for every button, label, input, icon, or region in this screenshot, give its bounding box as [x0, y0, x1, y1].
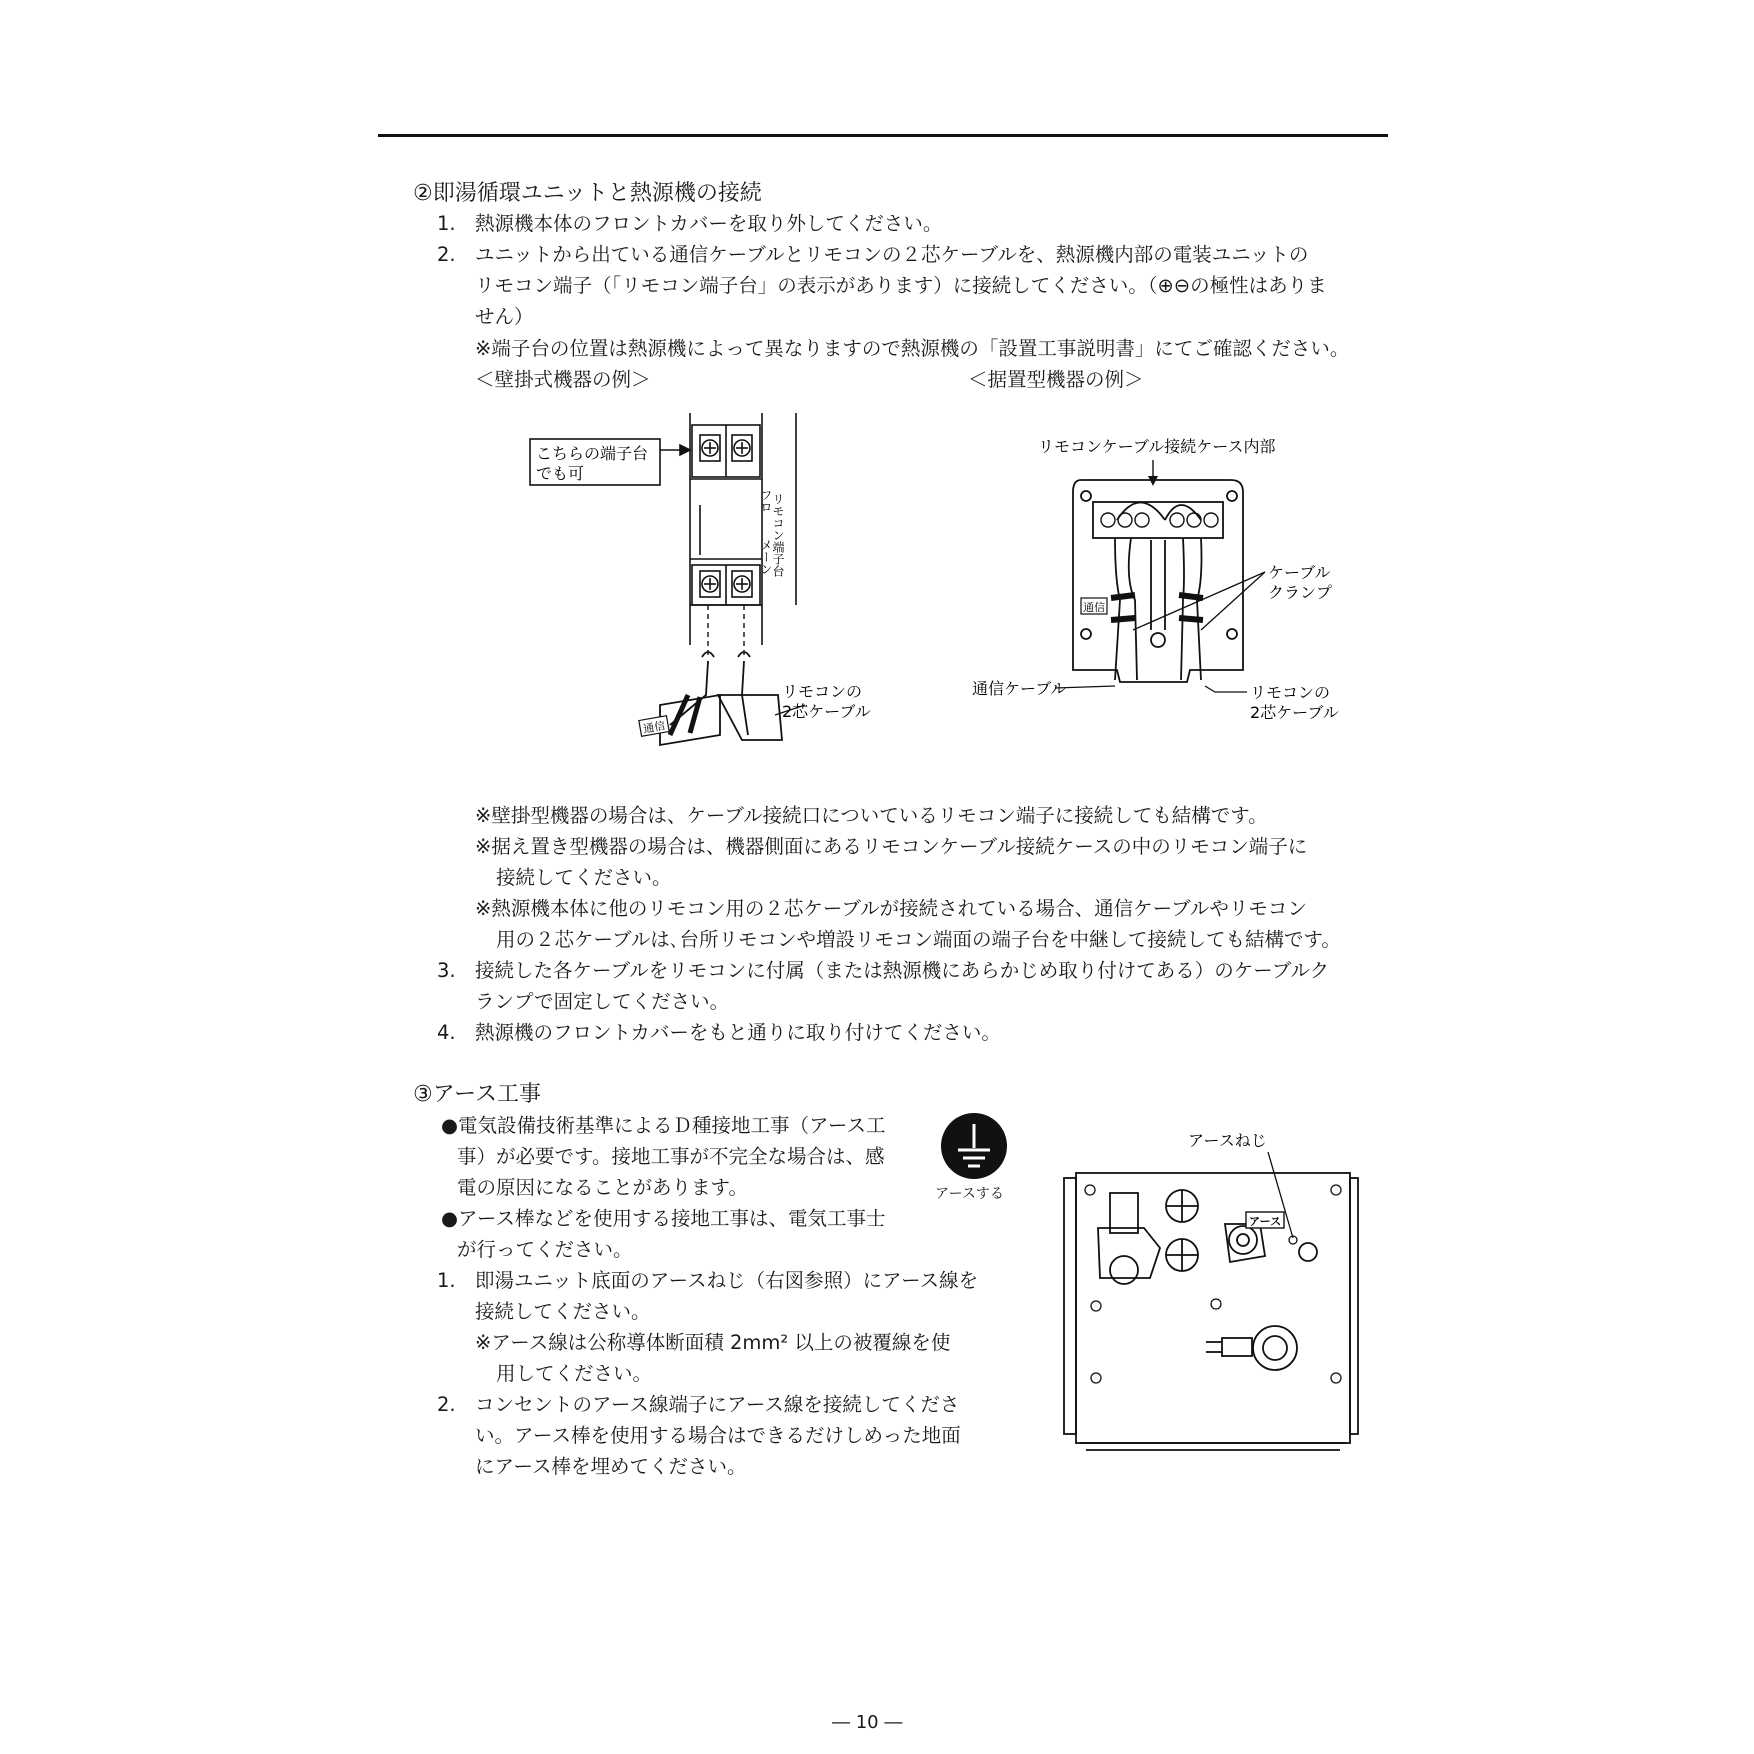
section3-bullet1: ●電気設備技術基準によるＤ種接地工事（アース工: [441, 1114, 886, 1137]
section3-bullet2: ●アース棒などを使用する接地工事は、電気工事士: [441, 1207, 886, 1230]
caption-floor: ＜据置型機器の例＞: [968, 368, 1144, 391]
section3-bullet2-line2: が行ってください。: [457, 1238, 633, 1261]
note-floor: ※据え置き型機器の場合は、機器側面にあるリモコンケーブル接続ケースの中のリモコン端子に: [475, 835, 1308, 858]
alt-terminal-label-1: こちらの端子台: [536, 444, 649, 463]
terminal-sub-right: メーン: [759, 539, 773, 575]
section3-step2-line3: にアース棒を埋めてください。: [475, 1455, 747, 1478]
section2-step3-line2: ランプで固定してください。: [475, 990, 730, 1013]
caption-wall: ＜壁掛式機器の例＞: [475, 368, 651, 391]
remocon-cable-label-1: リモコンの: [1250, 683, 1331, 702]
cable-clamp-label-1: ケーブル: [1268, 563, 1331, 582]
earth-screw-label: アースねじ: [1188, 1131, 1267, 1150]
note-relay: ※熱源機本体に他のリモコン用の２芯ケーブルが接続されている場合、通信ケーブルやリモコン: [475, 897, 1307, 920]
section2-step2-line2: リモコン端子（「リモコン端子台」の表示があります）に接続してください。（⊕⊖の極性はありま: [475, 274, 1327, 297]
section3-note: ※アース線は公称導体断面積 2mm² 以上の被覆線を使: [475, 1331, 951, 1354]
section3-note-line2: 用してください。: [496, 1362, 653, 1385]
section3-bullet1-line3: 電の原因になることがあります。: [457, 1176, 748, 1199]
page-number: ― 10 ―: [832, 1712, 903, 1733]
unit-bottom-diagram: [1060, 1128, 1360, 1458]
case-interior-label: リモコンケーブル接続ケース内部: [1038, 437, 1276, 456]
ground-icon-label: アースする: [935, 1186, 1004, 1202]
note-wall: ※壁掛型機器の場合は、ケーブル接続口についているリモコン端子に接続しても結構です。: [475, 804, 1268, 827]
earth-plate-label: アース: [1249, 1215, 1282, 1228]
section2-step1: 1. 熱源機本体のフロントカバーを取り外してください。: [437, 212, 943, 235]
section3-step1: 1. 即湯ユニット底面のアースねじ（右図参照）にアース線を: [437, 1269, 979, 1292]
remocon-cable-label-2: 2芯ケーブル: [782, 702, 871, 721]
section3-bullet1-line2: 事）が必要です。接地工事が不完全な場合は、感: [457, 1145, 885, 1168]
section2-step4: 4. 熱源機のフロントカバーをもと通りに取り付けてください。: [437, 1021, 1001, 1044]
section3-heading: ③アース工事: [413, 1082, 541, 1107]
note-relay-line2: 用の２芯ケーブルは､台所リモコンや増設リモコン端面の端子台を中継して接続しても結構です。: [496, 928, 1341, 951]
section2-step2: 2. ユニットから出ている通信ケーブルとリモコンの２芯ケーブルを、熱源機内部の電装ユニットの: [437, 243, 1309, 266]
remocon-cable-label-1: リモコンの: [782, 682, 863, 701]
terminal-label-vertical: リモコン端子台: [771, 493, 785, 577]
floor-standing-diagram: [965, 430, 1365, 740]
comm-cable-label: 通信ケーブル: [972, 679, 1067, 698]
section2-step3: 3. 接続した各ケーブルをリモコンに付属（または熱源機にあらかじめ取り付けてある）のケーブルク: [437, 959, 1330, 982]
comm-tag: 通信: [1083, 601, 1105, 614]
section2-note: ※端子台の位置は熱源機によって異なりますので熱源機の「設置工事説明書」にてご確認ください。: [475, 337, 1350, 360]
cable-clamp-label-2: クランプ: [1268, 583, 1333, 602]
comm-tag: 通信: [642, 719, 667, 736]
terminal-sub-left: フロ: [759, 489, 773, 513]
top-rule: [378, 134, 1388, 137]
section3-step2-line2: い。アース棒を使用する場合はできるだけしめった地面: [475, 1424, 961, 1447]
note-floor-line2: 接続してください。: [496, 866, 672, 889]
section3-step1-line2: 接続してください。: [475, 1300, 651, 1323]
section2-step2-line3: せん）: [475, 305, 534, 328]
section2-heading: ②即湯循環ユニットと熱源機の接続: [413, 181, 762, 206]
wall-mount-diagram: [520, 405, 900, 750]
section3-step2: 2. コンセントのアース線端子にアース線を接続してくださ: [437, 1393, 960, 1416]
ground-symbol-icon: [934, 1112, 1014, 1182]
alt-terminal-label-2: でも可: [536, 464, 585, 483]
remocon-cable-label-2: 2芯ケーブル: [1250, 703, 1339, 722]
